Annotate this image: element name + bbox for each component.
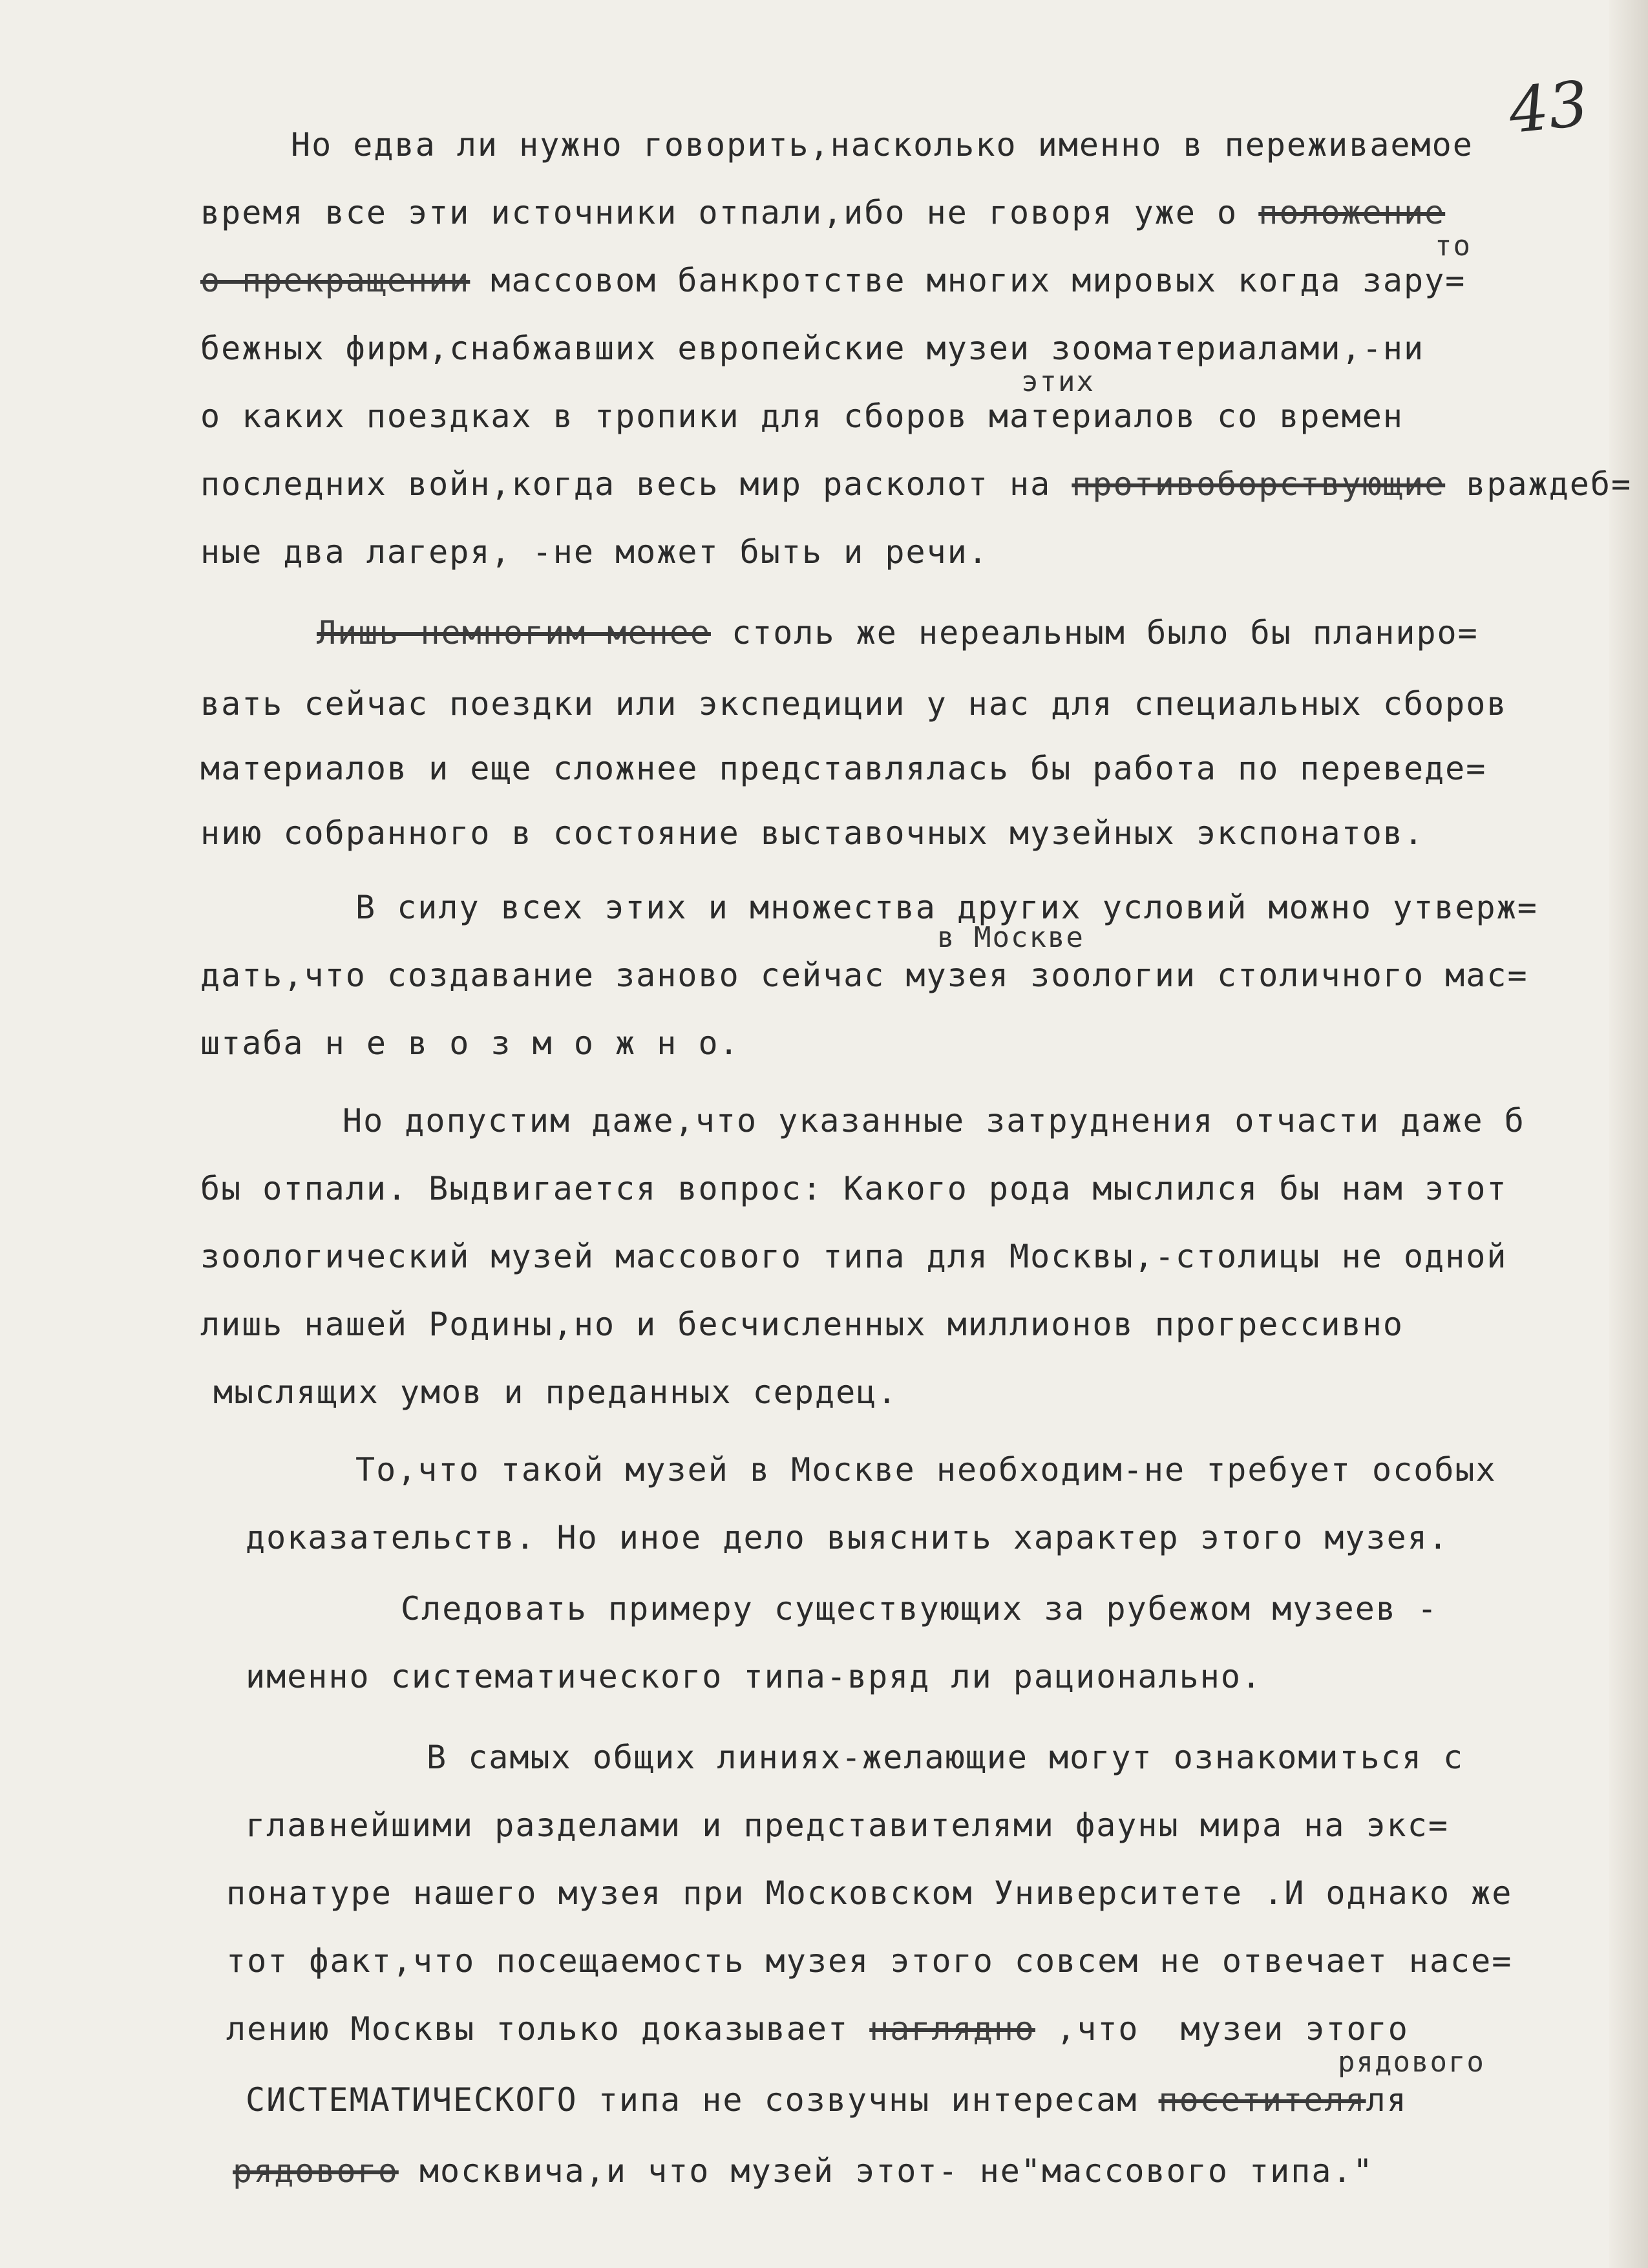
strikeout-text: рядового	[233, 2152, 399, 2190]
strikeout-text: наглядно	[869, 2010, 1036, 2048]
text-line: о прекращении массовом банкротстве многих мировых когда зару=	[200, 262, 1466, 299]
handwritten-insertion: в Москве	[937, 921, 1084, 954]
text-line: о каких поездках в тропики для сборов материалов со времен	[200, 397, 1404, 435]
text-line: Лишь немногим менее столь же нереальным было бы планиро=	[317, 614, 1479, 652]
text-line: ные два лагеря, -не может быть и речи.	[200, 533, 989, 571]
text-line: В силу всех этих и множества других условий можно утверж=	[355, 889, 1538, 926]
strikeout-text: положение	[1258, 194, 1446, 231]
text-line: нию собранного в состояние выставочных музейных экспонатов.	[200, 814, 1425, 852]
text-line: материалов и еще сложнее представлялась бы работа по переведе=	[200, 750, 1487, 787]
text-line: лишь нашей Родины,но и бесчисленных миллионов прогрессивно	[200, 1306, 1404, 1343]
text-line: тот факт,что посещаемость музея этого совсем не отвечает насе=	[226, 1942, 1513, 1980]
page-number: 43	[1505, 67, 1592, 148]
text-line: именно систематического типа-вряд ли рационально.	[246, 1658, 1263, 1695]
strikeout-text: посетителя	[1158, 2081, 1366, 2119]
text-line: Но едва ли нужно говорить,насколько именно в переживаемое	[291, 126, 1474, 164]
text-line: лению Москвы только доказывает наглядно ,что музеи этого	[226, 2010, 1409, 2048]
text-line: понатуре нашего музея при Московском Университете .И однако же	[226, 1874, 1513, 1912]
text-line: штаба н е в о з м о ж н о.	[200, 1024, 740, 1062]
text-line: рядового москвича,и что музей этот- не"массового типа."	[233, 2152, 1374, 2190]
handwritten-insertion: то	[1435, 229, 1472, 262]
text-line: бы отпали. Выдвигается вопрос: Какого рода мыслился бы нам этот	[200, 1170, 1508, 1207]
text-line: вать сейчас поездки или экспедиции у нас для специальных сборов	[200, 685, 1508, 723]
text-line: последних войн,когда весь мир расколот на противоборствующие враждеб=	[200, 465, 1632, 503]
text-line: дать,что создавание заново сейчас музея зоологии столичного мас=	[200, 957, 1528, 994]
strikeout-text: Лишь немногим менее	[317, 614, 711, 652]
strikeout-text: противоборствующие	[1072, 465, 1446, 503]
text-line: мыслящих умов и преданных сердец.	[213, 1373, 898, 1411]
text-line: СИСТЕМАТИЧЕСКОГО типа не созвучны интересам посетителяля	[246, 2081, 1408, 2119]
text-line: Следовать примеру существующих за рубежом музеев -	[401, 1590, 1439, 1627]
sheet-edge	[1609, 0, 1648, 2268]
handwritten-insertion: рядового	[1338, 2046, 1485, 2079]
handwritten-insertion: этих	[1021, 365, 1095, 398]
text-line: То,что такой музей в Москве необходим-не требует особых	[355, 1451, 1497, 1489]
text-line: В самых общих линиях-желающие могут ознакомиться с	[427, 1739, 1464, 1776]
text-line: бежных фирм,снабжавших европейские музеи зооматериалами,-ни	[200, 330, 1425, 367]
strikeout-text: о прекращении	[200, 262, 470, 299]
text-line: зоологический музей массового типа для Москвы,-столицы не одной	[200, 1238, 1508, 1275]
text-line: Но допустим даже,что указанные затруднения отчасти даже б	[343, 1102, 1525, 1139]
text-line: время все эти источники отпали,ибо не говоря уже о положение	[200, 194, 1446, 231]
text-line: главнейшими разделами и представителями фауны мира на экс=	[246, 1807, 1449, 1844]
text-line: доказательств. Но иное дело выяснить характер этого музея.	[246, 1519, 1449, 1556]
